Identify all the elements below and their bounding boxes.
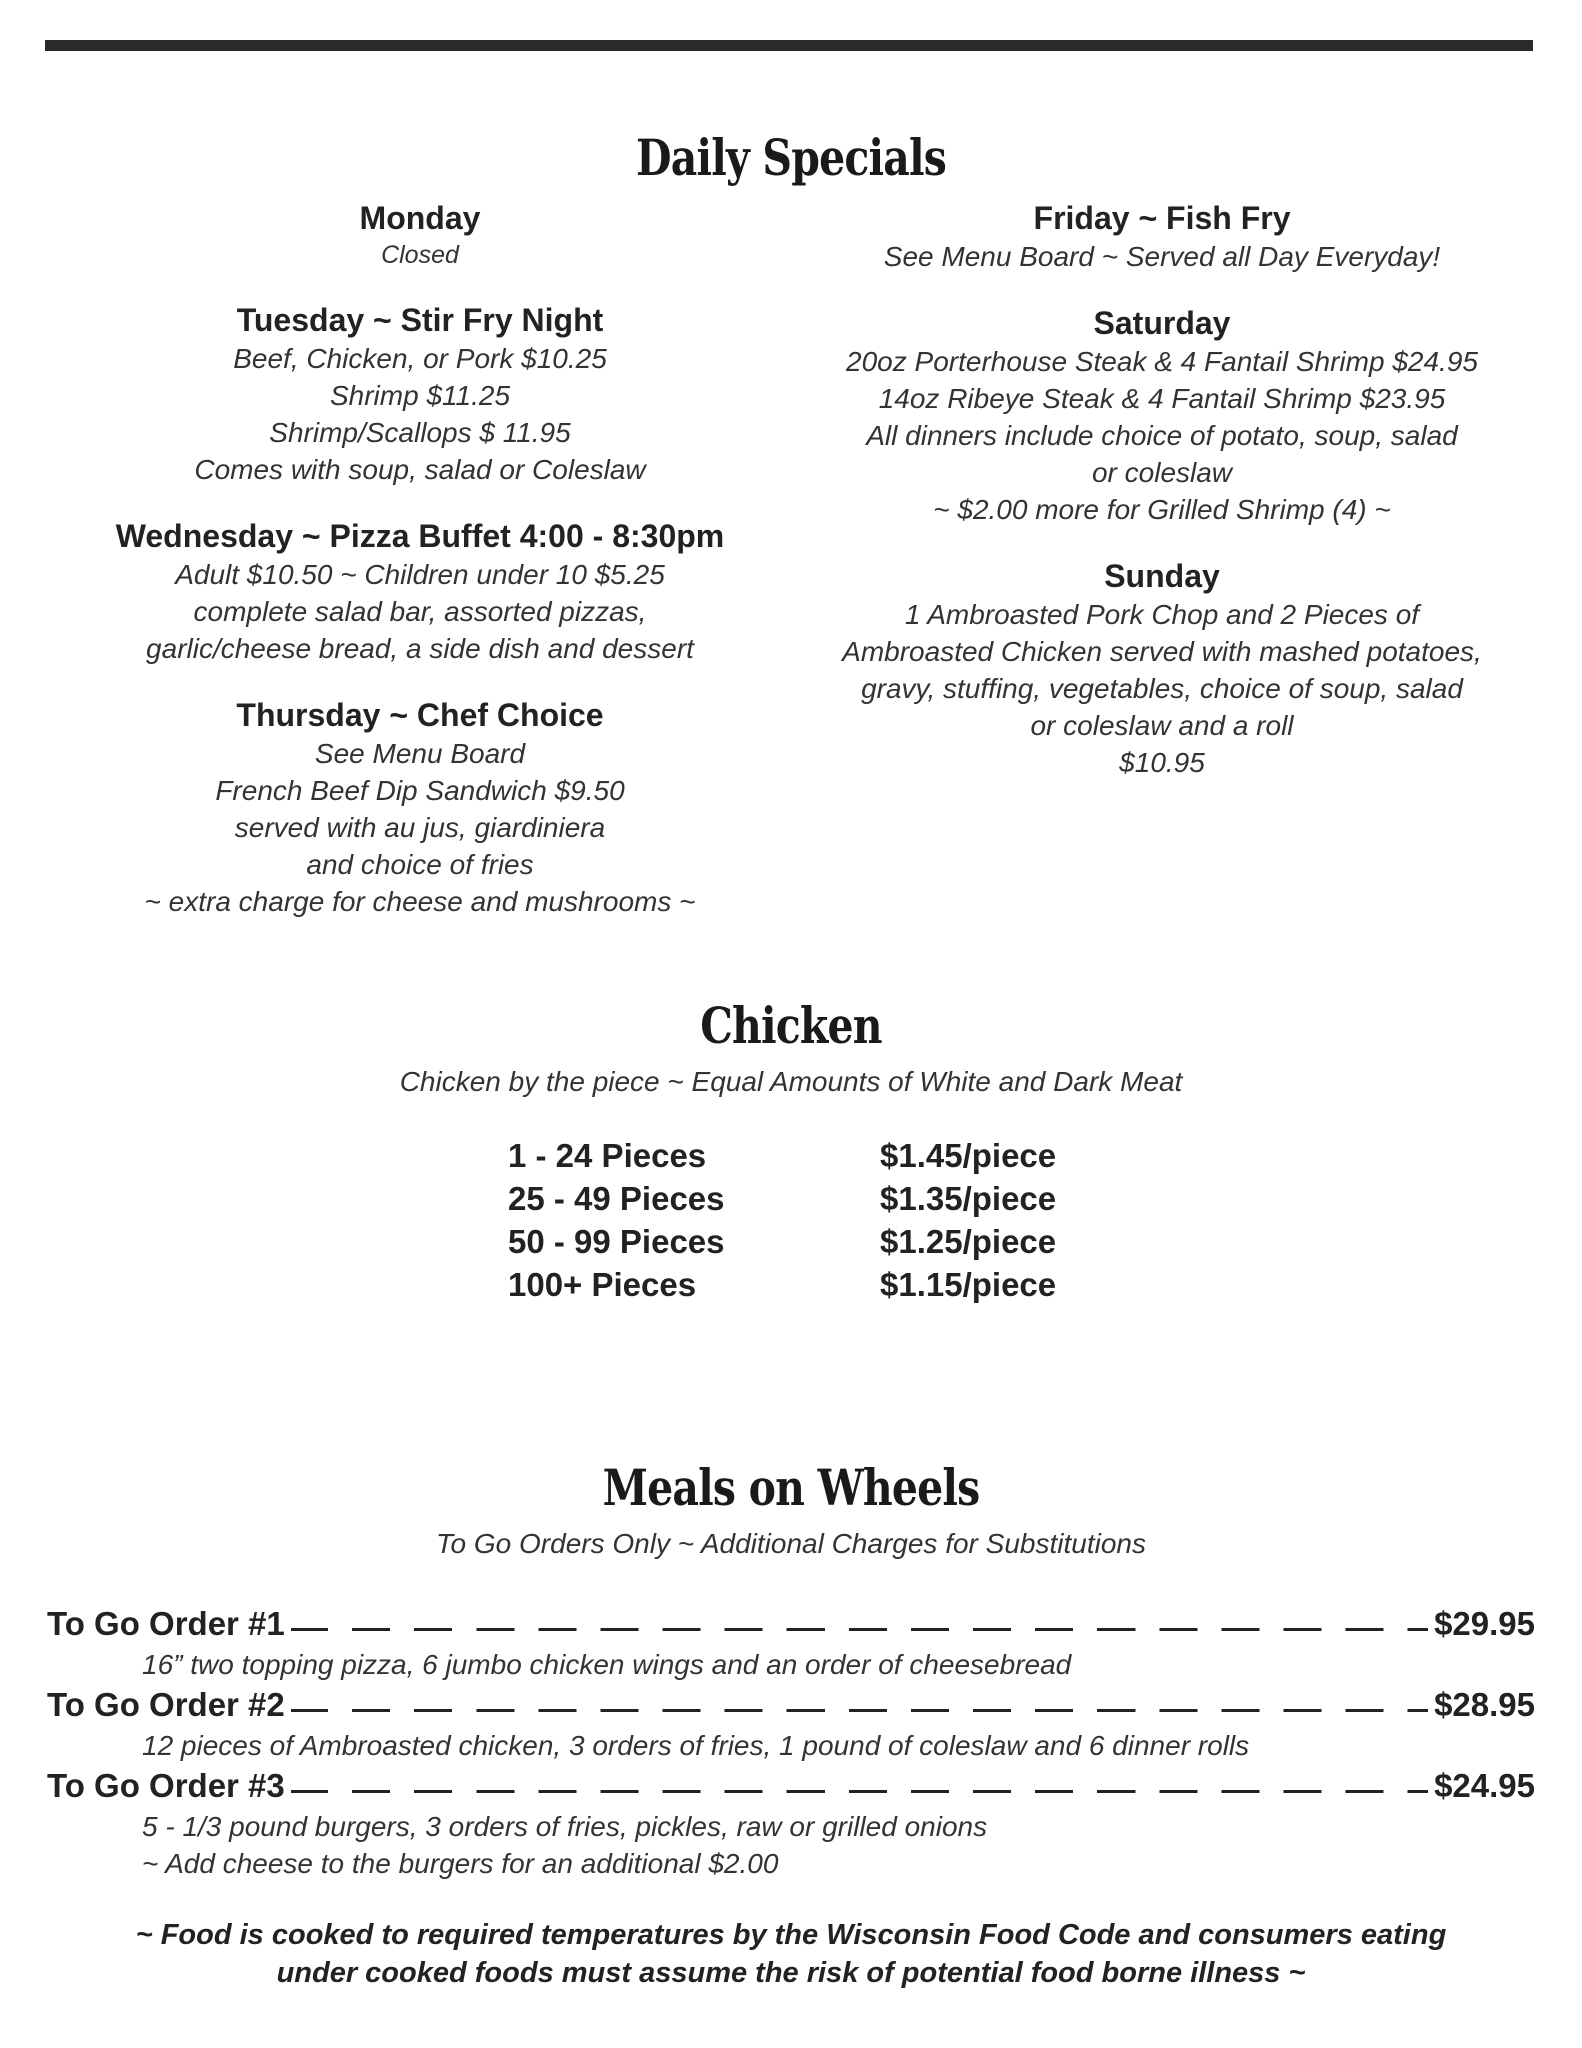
day-name: Thursday ~ Chef Choice [236, 697, 604, 733]
day-saturday [792, 303, 1532, 528]
day-line: or coleslaw [1091, 457, 1233, 488]
day-name: Wednesday ~ Pizza Buffet 4:00 - 8:30pm [115, 518, 725, 554]
to-go-orders [47, 1602, 1535, 1882]
day-line: 14oz Ribeye Steak & 4 Fantail Shrimp $23.95 [878, 383, 1446, 414]
day-line: complete salad bar, assorted pizzas, [193, 596, 647, 627]
order-price: $24.95 [1434, 1767, 1535, 1804]
chicken-qty: 1 - 24 Pieces [508, 1137, 707, 1174]
chicken-subtitle: Chicken by the piece ~ Equal Amounts of White and Dark Meat [399, 1066, 1183, 1097]
chicken-qty: 50 - 99 Pieces [508, 1223, 725, 1260]
day-line: gravy, stuffing, vegetables, choice of soup, salad [861, 673, 1463, 704]
order-header [47, 1602, 1535, 1646]
day-line: served with au jus, giardiniera [234, 812, 606, 843]
day-line: 20oz Porterhouse Steak & 4 Fantail Shrimp $24.95 [846, 346, 1478, 377]
day-line: $10.95 [1119, 747, 1205, 778]
day-name: Sunday [1104, 558, 1220, 594]
chicken-price: $1.25/piece [880, 1223, 1057, 1260]
day-line: Comes with soup, salad or Coleslaw [194, 454, 646, 485]
chicken-qty: 25 - 49 Pieces [508, 1180, 725, 1217]
day-name: Monday [359, 200, 481, 236]
day-line: French Beef Dip Sandwich $9.50 [215, 775, 625, 806]
day-name: Friday ~ Fish Fry [1033, 200, 1291, 236]
chicken-price: $1.15/piece [880, 1266, 1057, 1303]
day-line: and choice of fries [306, 849, 534, 880]
order-label: To Go Order #3 [47, 1767, 285, 1804]
day-name: Tuesday ~ Stir Fry Night [236, 302, 604, 338]
day-line: Shrimp/Scallops $ 11.95 [269, 417, 571, 448]
order-2 [47, 1683, 1535, 1764]
dotted-leader [291, 1790, 1428, 1793]
day-monday [50, 198, 790, 272]
chicken-qty: 100+ Pieces [508, 1266, 697, 1303]
specials-right-column [792, 198, 1532, 809]
table-row [508, 1177, 1148, 1220]
day-line: garlic/cheese bread, a side dish and dessert [146, 633, 694, 664]
day-name: Saturday [1093, 305, 1231, 341]
meals-on-wheels-subtitle: To Go Orders Only ~ Additional Charges for Substitutions [436, 1528, 1146, 1559]
order-header [47, 1764, 1535, 1808]
day-line: Shrimp $11.25 [329, 380, 511, 411]
disclaimer-line: under cooked foods must assume the risk of potential food borne illness ~ [276, 1957, 1306, 1989]
chicken-price-table [508, 1134, 1148, 1306]
day-line: or coleslaw and a roll [1030, 710, 1294, 741]
day-sunday [792, 556, 1532, 781]
day-line: Closed [381, 241, 459, 269]
food-safety-disclaimer [60, 1916, 1522, 1992]
dotted-leader [291, 1628, 1428, 1631]
order-description: ~ Add cheese to the burgers for an additional $2.00 [142, 1848, 779, 1879]
order-description: 5 - 1/3 pound burgers, 3 orders of fries, pickles, raw or grilled onions [142, 1811, 988, 1842]
order-label: To Go Order #2 [47, 1686, 285, 1723]
day-line: Ambroasted Chicken served with mashed potatoes, [842, 636, 1482, 667]
disclaimer-line: ~ Food is cooked to required temperatures by the Wisconsin Food Code and consumers eating [135, 1919, 1447, 1951]
chicken-price: $1.45/piece [880, 1137, 1057, 1174]
day-line: ~ $2.00 more for Grilled Shrimp (4) ~ [933, 494, 1391, 525]
order-description: 16” two topping pizza, 6 jumbo chicken wings and an order of cheesebread [142, 1649, 1072, 1680]
order-3 [47, 1764, 1535, 1882]
day-line: See Menu Board [314, 738, 526, 769]
day-thursday [50, 695, 790, 920]
day-line: Adult $10.50 ~ Children under 10 $5.25 [175, 559, 665, 590]
order-price: $29.95 [1434, 1605, 1535, 1642]
table-row [508, 1263, 1148, 1306]
order-description: 12 pieces of Ambroasted chicken, 3 orders of fries, 1 pound of coleslaw and 6 dinner rolls [142, 1730, 1250, 1761]
order-header [47, 1683, 1535, 1727]
day-tuesday [50, 300, 790, 488]
dotted-leader [291, 1709, 1428, 1712]
day-line: All dinners include choice of potato, soup, salad [866, 420, 1458, 451]
table-row [508, 1220, 1148, 1263]
day-wednesday [50, 516, 790, 667]
day-friday [792, 198, 1532, 275]
order-price: $28.95 [1434, 1686, 1535, 1723]
chicken-title: Chicken [700, 996, 882, 1055]
day-line: Beef, Chicken, or Pork $10.25 [233, 343, 607, 374]
meals-on-wheels-title: Meals on Wheels [602, 1458, 980, 1517]
table-row [508, 1134, 1148, 1177]
top-rule [45, 40, 1533, 51]
day-line: 1 Ambroasted Pork Chop and 2 Pieces of [904, 599, 1420, 630]
chicken-price: $1.35/piece [880, 1180, 1057, 1217]
daily-specials-title: Daily Specials [635, 128, 947, 187]
specials-left-column [50, 198, 790, 948]
day-line: See Menu Board ~ Served all Day Everyday! [883, 241, 1441, 272]
order-1 [47, 1602, 1535, 1683]
day-line: ~ extra charge for cheese and mushrooms ~ [144, 886, 696, 917]
order-label: To Go Order #1 [47, 1605, 285, 1642]
